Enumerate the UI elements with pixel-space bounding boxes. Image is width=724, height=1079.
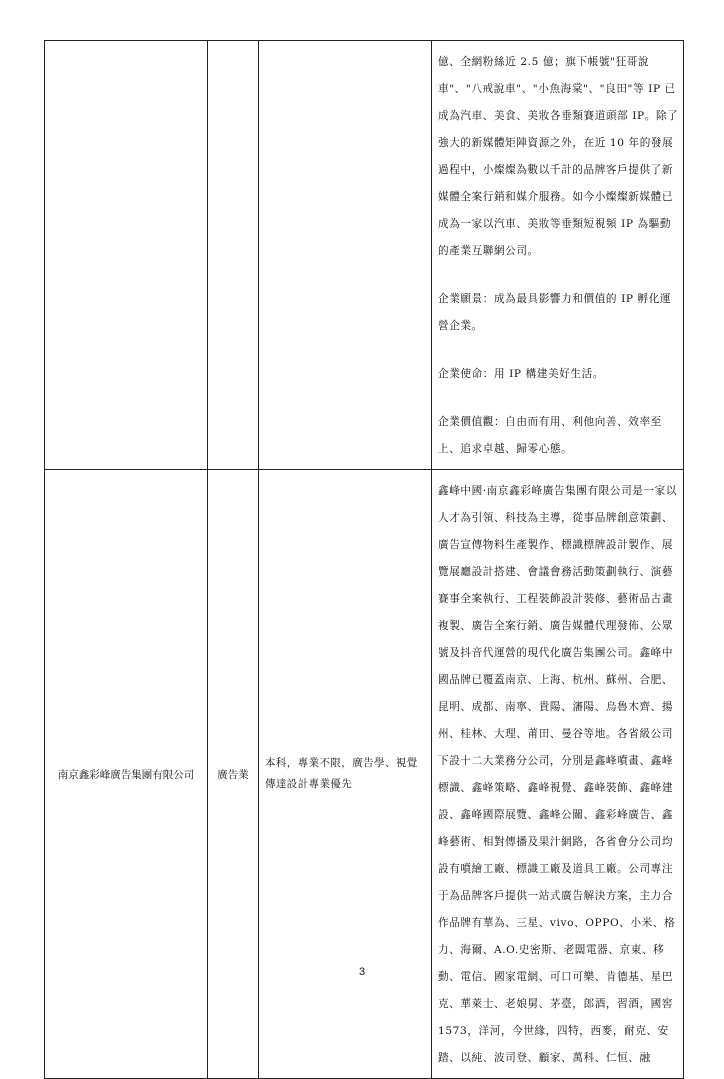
- company-name-cell: [45, 470, 208, 1079]
- company-table: [44, 40, 684, 1079]
- requirement-cell: [259, 41, 432, 470]
- page-number: 3: [358, 966, 366, 978]
- description-paragraph: 企業使命：用 IP 構建美好生活。: [438, 368, 604, 380]
- company-name: 南京鑫彩峰廣告集團有限公司: [57, 768, 195, 781]
- description-paragraph: 鑫峰中國·南京鑫彩峰廣告集團有限公司是一家以人才為引領、科技為主導，從事品牌創意策劃、廣告宣傳物料生產製作、標識標牌設計製作、展覽展廳設計搭建、會議會務活動策劃執行、演藝賽事全案執行、工程裝飾設計裝修、藝術品古畫複製、廣告全案行銷、廣告媒體代理發佈、公眾號及抖音代運營的現代化廣告集團公司。鑫峰中國品牌已覆蓋南京、上海、杭州、蘇州、合肥、昆明、成都、南寧、貴陽、瀋陽、烏魯木齊、揚州、桂林、大理、莆田、曼谷等地。各省級公司下設十二大業務分公司，分別是鑫峰噴畫、鑫峰標識、鑫峰策略、鑫峰視覺、鑫峰裝飾、鑫峰建設、鑫峰國際展覽、鑫峰公關、鑫彩峰廣告、鑫峰藝術、相對傳播及果汁網路，各省會分公司均設有噴繪工廠、標識工廠及道具工廠。公司專注于為品牌客戶提供一站式廣告解決方案，主力合作品牌有華為、三星、vivo、OPPO、小米、格力、海爾、A.O.史密斯、老闆電器、京東、移動、電信、國家電網、可口可樂、肯德基、星巴克、華萊士、老娘舅、茅臺，郎酒，習酒，國窖 1573，洋河，今世緣，四特，西麥，耐克、安踏、以純、波司登、顧家、萬科、仁恒、融: [438, 485, 678, 1064]
- table-row: [45, 41, 684, 470]
- description-cell: [432, 41, 684, 470]
- table-row: [45, 470, 684, 1079]
- company-description: [432, 470, 683, 1078]
- description-paragraph: 億、全網粉絲近 2.5 億；旗下帳號"狂哥說車"、"八戒說車"、"小魚海棠"、"良田"等 IP 已成為汽車、美食、美妝各垂類賽道頭部 IP。除了強大的新媒體矩陣資源之外，在近 10 年的發展過程中，小燦燦為數以千計的品牌客戶提供了新媒體全案行銷和媒介服務。如今小燦燦新媒體已成為一家以汽車、美妝等垂類短視頻 IP 為驅動的產業互聯網公司。: [438, 56, 679, 257]
- description-cell: [432, 470, 684, 1079]
- requirement-text: 本科，專業不限，廣告學、視覺傳達設計專業優先: [265, 757, 418, 790]
- industry-cell: [208, 470, 259, 1079]
- company-cell: [45, 41, 208, 470]
- industry-label: 廣告業: [217, 768, 249, 781]
- description-paragraph: 企業價值觀：自由而有用、利他向善、效率至上、追求卓越、歸零心態。: [438, 416, 662, 455]
- industry-cell: [208, 41, 259, 470]
- company-description: [432, 41, 683, 469]
- description-paragraph: 企業願景：成為最具影響力和價值的 IP 孵化運營企業。: [438, 293, 672, 332]
- requirement-cell: [259, 470, 432, 1079]
